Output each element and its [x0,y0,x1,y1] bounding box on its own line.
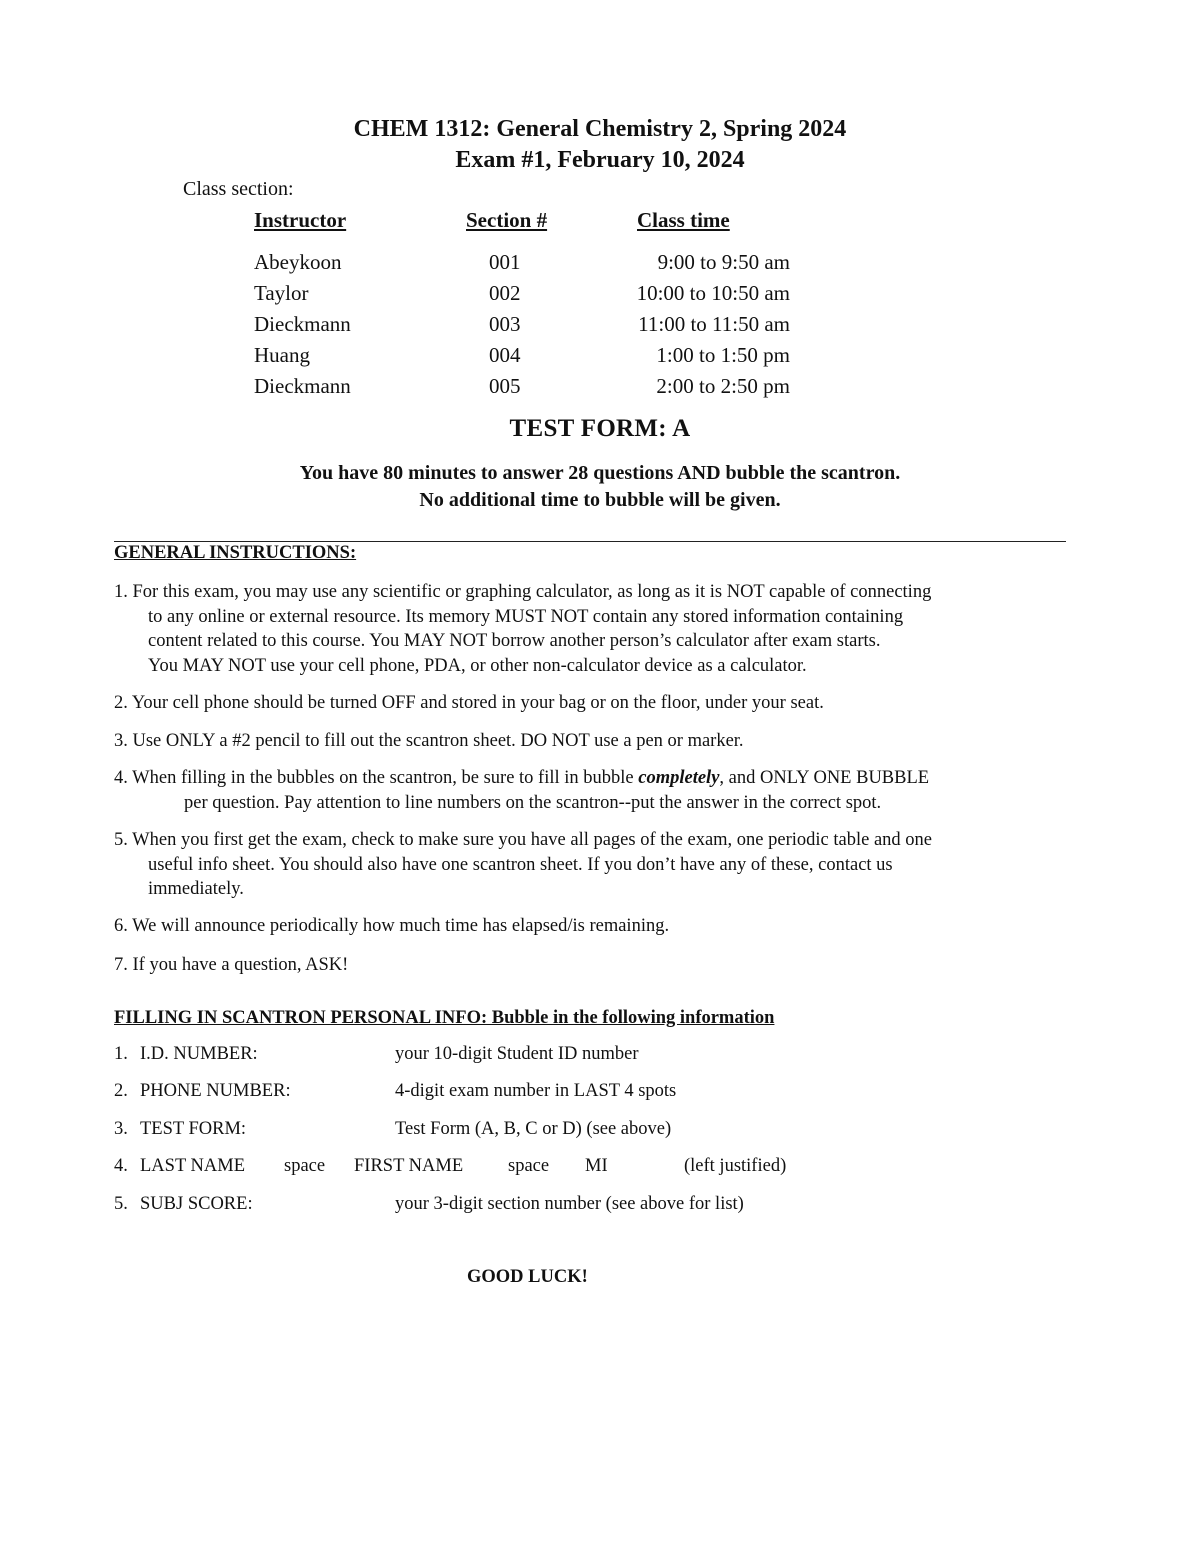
schedule-section: 004 [489,343,521,367]
schedule-instructor: Dieckmann [254,374,351,398]
time-notice-note: No additional time to bubble will be given. [419,489,781,511]
scantron-row-label: PHONE NUMBER: [140,1081,291,1101]
closing-message: GOOD LUCK! [467,1267,588,1287]
instruction-line: per question. Pay attention to line numbers on the scantron--put the answer in the correct spot. [184,792,882,813]
test-form-label: TEST FORM: A [509,415,691,442]
schedule-section: 003 [489,312,521,336]
instruction-item: 3. Use ONLY a #2 pencil to fill out the scantron sheet. DO NOT use a pen or marker. [114,731,744,751]
scantron-heading: FILLING IN SCANTRON PERSONAL INFO: Bubble in the following information [114,1008,775,1028]
schedule-header-section: Section # [466,208,548,232]
instruction-item: 2. Your cell phone should be turned OFF and stored in your bag or on the floor, under your seat. [114,693,824,713]
schedule-section: 005 [489,374,521,398]
instruction-line: 1. For this exam, you may use any scientific or graphing calculator, as long as it is NOT capable of connecting [114,582,932,602]
schedule-time: 1:00 to 1:50 pm [656,343,790,367]
scantron-row-label: TEST FORM: [140,1119,247,1139]
scantron-space: space [508,1156,550,1176]
scantron-space: space [284,1156,326,1176]
schedule-instructor: Taylor [254,281,309,305]
instruction-text: 4. When filling in the bubbles on the scantron, be sure to fill in bubble [114,768,639,788]
scantron-justify-note: (left justified) [684,1156,787,1176]
schedule-time: 2:00 to 2:50 pm [656,374,790,398]
schedule-section: 001 [489,250,521,274]
exam-subtitle: Exam #1, February 10, 2024 [455,147,745,173]
instruction-line: immediately. [148,879,244,899]
schedule-time: 9:00 to 9:50 am [657,250,790,274]
scantron-row-number: 2. [114,1081,128,1101]
instruction-line: content related to this course. You MAY NOT borrow another person’s calculator after exam starts. [148,631,881,651]
schedule-instructor: Abeykoon [254,250,342,274]
scantron-row-value: your 10-digit Student ID number [395,1044,639,1064]
schedule-time: 10:00 to 10:50 am [636,281,790,305]
schedule-header-time: Class time [637,208,730,232]
exam-title: CHEM 1312: General Chemistry 2, Spring 2024 [353,116,847,142]
scantron-last-name: LAST NAME [140,1156,246,1176]
class-section-label: Class section: [183,178,294,200]
instruction-line: You MAY NOT use your cell phone, PDA, or other non-calculator device as a calculator. [148,655,807,676]
instruction-item [114,828,1074,902]
scantron-row-label: SUBJ SCORE: [140,1194,253,1214]
scantron-row-number: 1. [114,1044,128,1064]
instruction-item [114,580,1074,678]
instruction-line [114,766,1074,791]
general-instructions-heading: GENERAL INSTRUCTIONS: [114,543,357,563]
schedule-section: 002 [489,281,521,305]
scantron-row-number: 4. [114,1156,128,1176]
instruction-emphasis: completely [638,768,720,788]
scantron-row-number: 5. [114,1194,128,1214]
scantron-row-value: your 3-digit section number (see above for list) [395,1194,744,1214]
instruction-line: useful info sheet. You should also have one scantron sheet. If you don’t have any of these, contact us [148,854,893,875]
schedule-time: 11:00 to 11:50 am [638,312,790,336]
scantron-row-value: Test Form (A, B, C or D) (see above) [395,1119,672,1139]
instruction-item: 6. We will announce periodically how much time has elapsed/is remaining. [114,916,670,936]
time-notice: You have 80 minutes to answer 28 questions AND bubble the scantron. [299,462,901,484]
scantron-first-name: FIRST NAME [354,1156,464,1176]
schedule-header-instructor: Instructor [254,208,347,232]
instruction-line: to any online or external resource. Its memory MUST NOT contain any stored information containing [148,606,904,627]
instruction-line: 5. When you first get the exam, check to make sure you have all pages of the exam, one periodic table and one [114,830,932,850]
scantron-row-number: 3. [114,1119,128,1139]
scantron-row-value: 4-digit exam number in LAST 4 spots [395,1081,677,1101]
instruction-item: 7. If you have a question, ASK! [114,955,349,975]
instruction-text: , and ONLY ONE BUBBLE [719,768,930,788]
scantron-mi: MI [585,1156,608,1176]
schedule-instructor: Dieckmann [254,312,351,336]
instruction-item [114,766,1074,815]
schedule-instructor: Huang [254,343,310,367]
scantron-row-label: I.D. NUMBER: [140,1044,258,1064]
section-divider [114,541,1066,542]
